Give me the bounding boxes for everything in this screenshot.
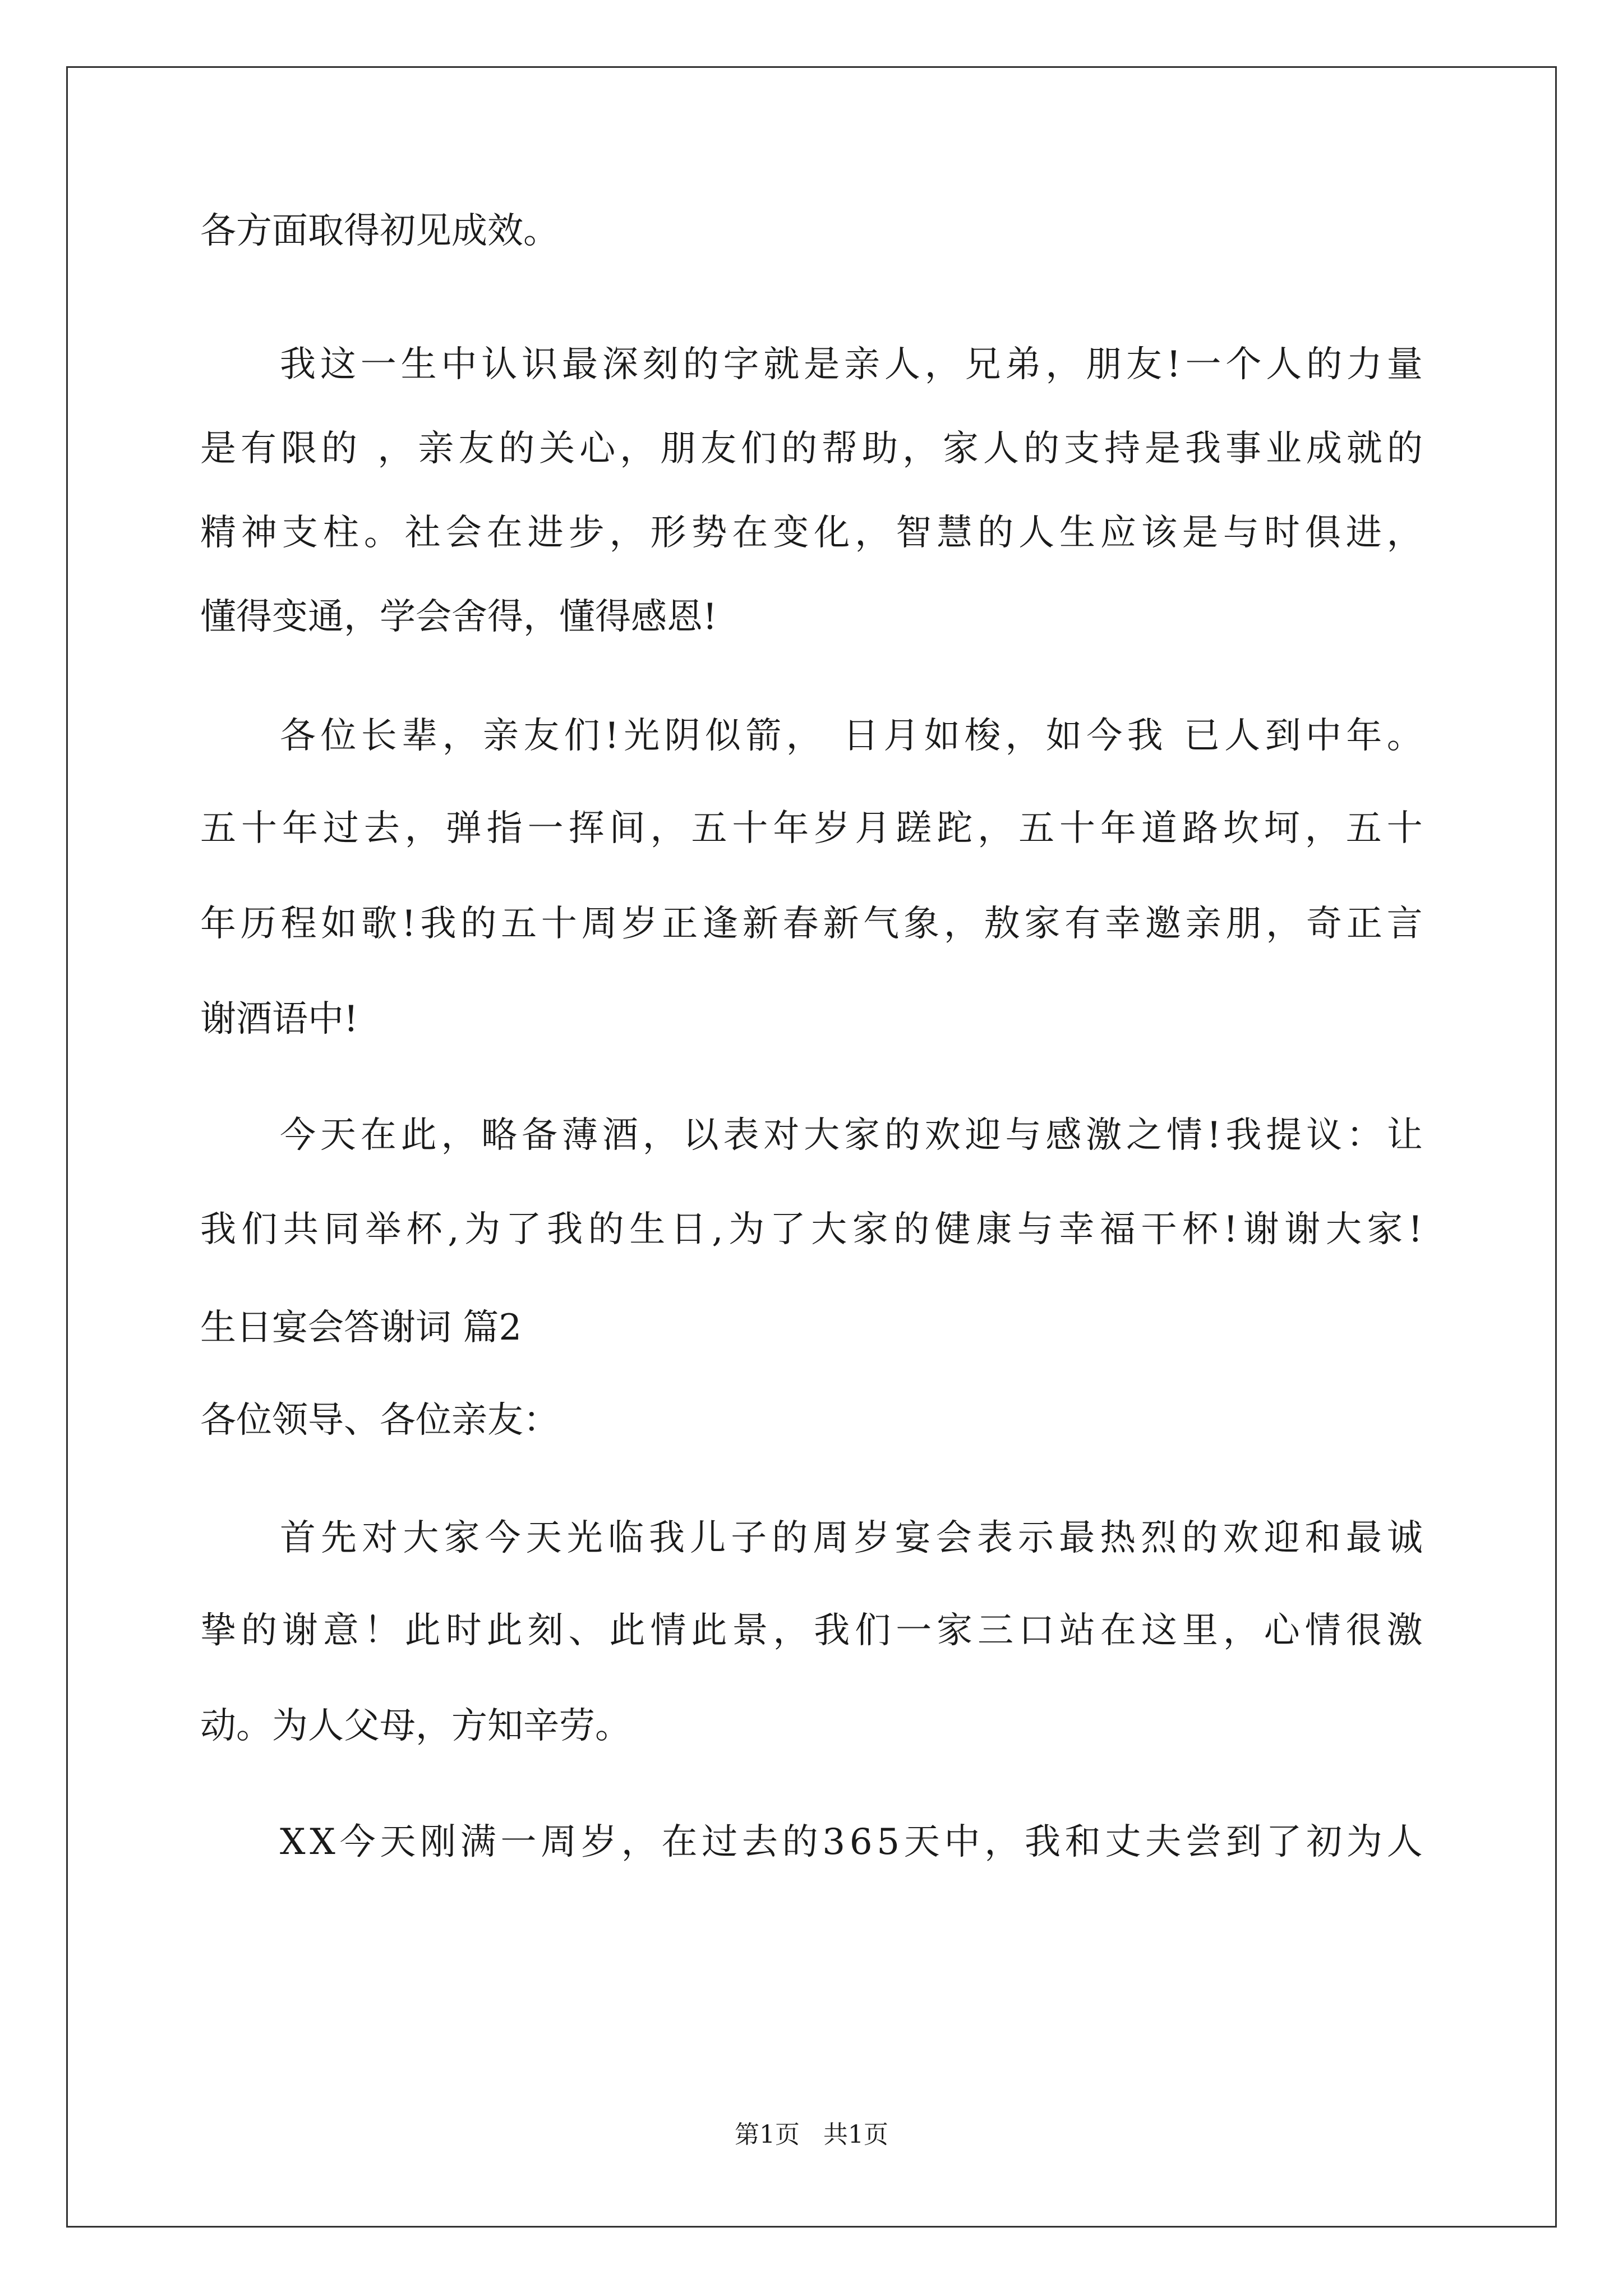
text-line: 各方面取得初见成效。 [200, 210, 559, 252]
text-line: 今 天 在 此 ， 略 备 薄 酒 ， 以 表 对 大 家 的 欢 迎 与 感 激 之 情 ! 我 提 议 ： 让 [280, 1115, 1423, 1156]
text-line: 首 先 对 大 家 今 天 光 临 我 儿 子 的 周 岁 宴 会 表 示 最 热 烈 的 欢 迎 和 最 诚 [280, 1517, 1423, 1559]
text-line: 五 十 年 过 去 ， 弹 指 一 挥 间 ， 五 十 年 岁 月 蹉 跎 ， 五 十 年 道 路 坎 坷 ， 五 十 [200, 808, 1423, 849]
text-line: 是 有 限 的 ， 亲 友 的 关 心 ， 朋 友 们 的 帮 助 ， 家 人 的 支 持 是 我 事 业 成 就 的 [200, 428, 1423, 470]
text-line: 我 们 共 同 举 杯 , 为 了 我 的 生 日 , 为 了 大 家 的 健 康 与 幸 福 干 杯 ! 谢 谢 大 家 ! [200, 1209, 1423, 1250]
text-line: X X 今 天 刚 满 一 周 岁 ， 在 过 去 的 3 6 5 天 中 ， 我 和 丈 夫 尝 到 了 初 为 人 [280, 1821, 1423, 1863]
text-line: 各 位 长 辈 ， 亲 友 们 ! 光 阴 似 箭 ， 日 月 如 梭 ， 如 今 我 已 人 到 中 年 。 [280, 715, 1423, 757]
salutation: 各位领导、各位亲友： [200, 1400, 559, 1441]
text-line: 动。为人父母，方知辛劳。 [200, 1705, 631, 1747]
section-heading: 生日宴会答谢词 篇2 [200, 1307, 522, 1349]
text-line: 我 这 一 生 中 认 识 最 深 刻 的 字 就 是 亲 人 ， 兄 弟 ， 朋 友 ! 一 个 人 的 力 量 [280, 344, 1423, 385]
text-line: 懂得变通，学会舍得，懂得感恩! [200, 596, 717, 638]
text-line: 精 神 支 柱 。 社 会 在 进 步 ， 形 势 在 变 化 ， 智 慧 的 人 生 应 该 是 与 时 俱 进 ， [200, 512, 1423, 554]
text-line: 挚 的 谢 意 ！ 此 时 此 刻 、 此 情 此 景 ， 我 们 一 家 三 口 站 在 这 里 ， 心 情 很 激 [200, 1610, 1423, 1651]
text-line: 谢酒语中! [200, 999, 358, 1040]
page-footer: 第1页 共1页 [735, 2120, 888, 2149]
text-line: 年 历 程 如 歌 ! 我 的 五 十 周 岁 正 逢 新 春 新 气 象 ， 敖 家 有 幸 邀 亲 朋 ， 奇 正 言 [200, 903, 1423, 945]
